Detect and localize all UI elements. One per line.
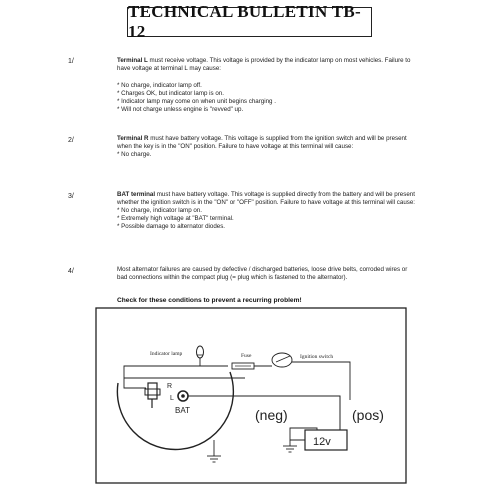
list-item: * No charge, indicator lamp on. [117,207,417,215]
item-4-text: Most alternator failures are caused by defective / discharged batteries, loose drive belts, corroded wires or bad connections within the compact plug (= plug which is fastened to the alternator). [117,266,408,282]
indicator-lamp-label: Indicator lamp [150,351,183,357]
list-item: * No charge. [117,151,417,159]
ignition-switch-label: Ignition switch [300,354,334,360]
alternator-ground-icon [207,440,221,462]
fuse-label: Fuse [241,353,252,359]
callout-text: Check for these conditions to prevent a recurring problem! [117,297,302,304]
list-item: * Will not charge unless engine is "revved" up. [117,106,417,114]
indicator-lamp-icon [197,346,204,358]
terminal-l-label: L [170,395,174,402]
item-number-4: 4/ [68,268,74,275]
terminal-r-label: R [167,383,173,390]
wire-lamp-to-plug [124,358,200,388]
item-3-bold: BAT terminal [117,191,156,198]
item-number-3: 3/ [68,193,74,200]
list-item: * Charges OK, but indicator lamp is on. [117,90,417,98]
bat-terminal [178,391,188,401]
battery-label: 12v [313,436,331,448]
item-1-text: must receive voltage. This voltage is provided by the indicator lamp on most vehicles. Failure to have voltage at terminal L may cause: [117,57,411,73]
item-2-text: must have battery voltage. This voltage is supplied from the ignition switch and will be present when the key is in the "ON" position. Failure to have voltage at this terminal will cause: [117,135,407,151]
item-2-bold: Terminal R [117,135,149,142]
neg-label: (neg) [255,407,288,423]
item-3-text: must have battery voltage. This voltage is supplied directly from the battery and will be present whether the ignition switch is in the "ON" or "OFF" position. Failure to have voltage at this terminal will cause: [117,191,416,207]
terminal-bat-label: BAT [175,406,190,415]
pos-label: (pos) [352,407,384,423]
wire-switch-to-pos [292,362,350,400]
fuse-icon [232,363,254,369]
bulletin-title: TECHNICAL BULLETIN TB-12 [128,2,362,41]
ignition-switch-icon [272,353,292,367]
ground-icon [283,440,297,452]
list-item: * Extremely high voltage at "BAT" terminal. [117,215,417,223]
list-item: * Possible damage to alternator diodes. [117,223,417,231]
compact-plug [145,383,160,408]
item-number-1: 1/ [68,58,74,65]
item-number-2: 2/ [68,137,74,144]
list-item: * Indicator lamp may come on when unit begins charging . [117,98,417,106]
list-item: * No charge, indicator lamp off. [117,82,417,90]
item-1-bold: Terminal L [117,57,148,64]
